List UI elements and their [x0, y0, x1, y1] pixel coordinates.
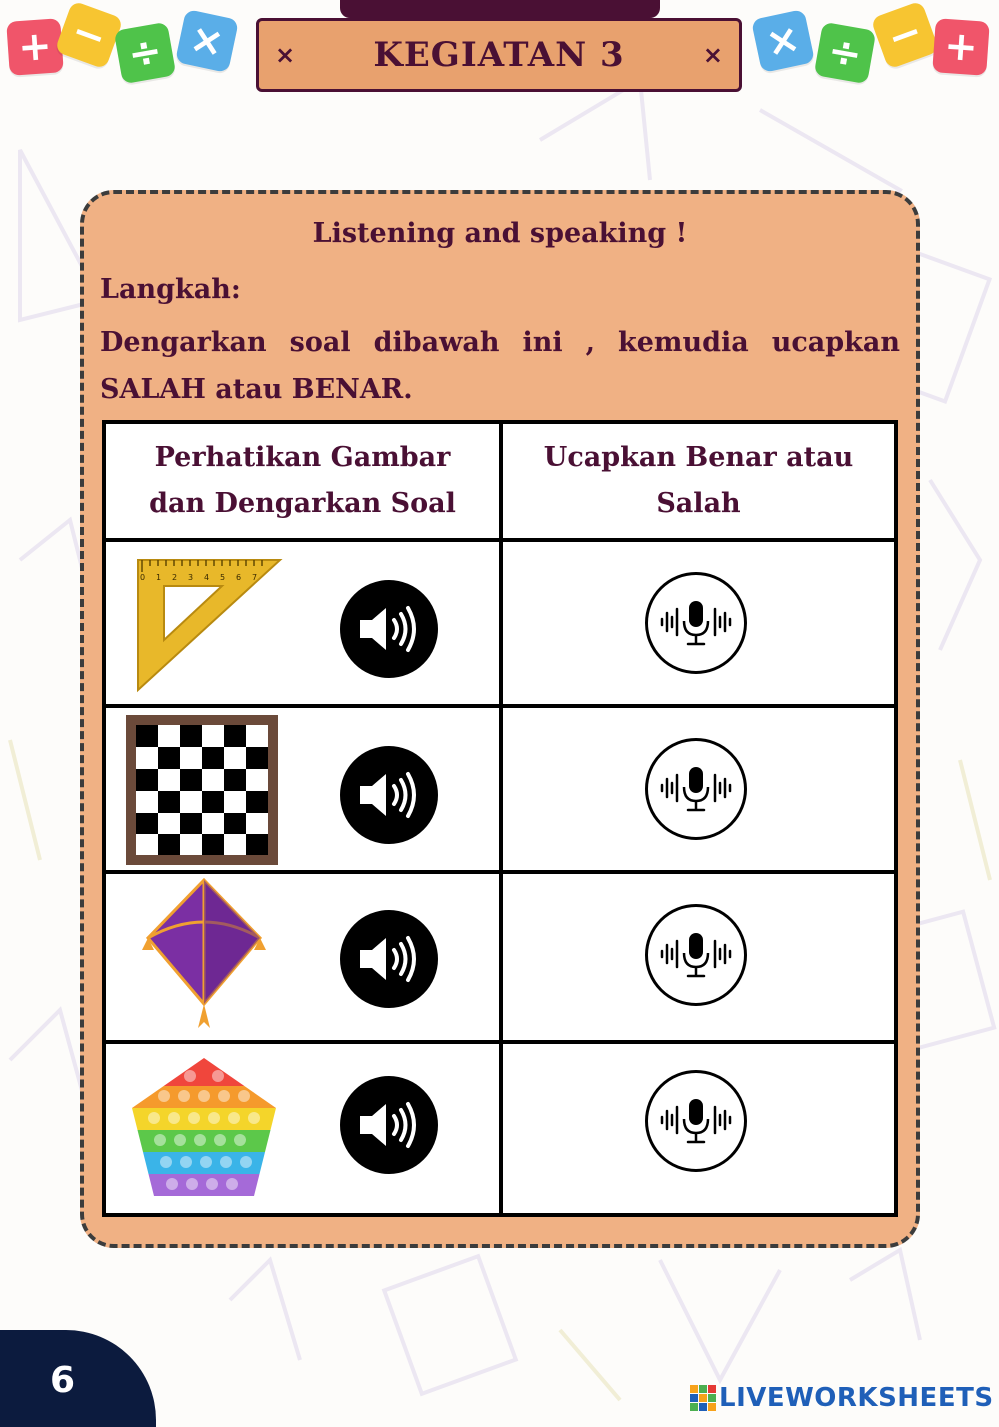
column-header-image-line1: Perhatikan Gambar: [154, 442, 451, 473]
times-icon: ×: [175, 9, 239, 73]
play-audio-button[interactable]: [340, 910, 438, 1008]
speaker-icon: [356, 770, 422, 820]
ruler-tick-label: 5: [220, 573, 226, 582]
ruler-tick-label: 2: [172, 573, 178, 582]
ruler-tick-label: 0: [140, 573, 146, 582]
instruction-text: Dengarkan soal dibawah ini , kemudia ucapkan SALAH atau BENAR.: [100, 327, 900, 405]
column-header-image-line2: dan Dengarkan Soal: [149, 488, 456, 519]
set-square-ruler-icon: [134, 552, 284, 694]
column-header-answer: [503, 424, 894, 538]
page-title: KEGIATAN 3: [373, 35, 625, 75]
speaker-icon: [356, 934, 422, 984]
liveworksheets-logo-icon: [690, 1385, 716, 1411]
ruler-tick-label: 6: [236, 573, 242, 582]
play-audio-button[interactable]: [340, 1076, 438, 1174]
table-row: [106, 874, 894, 1040]
speaker-icon: [356, 604, 422, 654]
ruler-tick-label: 3: [188, 573, 194, 582]
times-icon: ×: [751, 9, 815, 73]
record-answer-button[interactable]: [645, 738, 747, 840]
column-header-answer-line2: Salah: [656, 488, 741, 519]
pentagon-pop-it-icon: [130, 1056, 278, 1198]
record-answer-button[interactable]: [645, 1070, 747, 1172]
page-number: 6: [50, 1360, 76, 1401]
table-row: [106, 1044, 894, 1213]
card-heading: Listening and speaking !: [312, 218, 688, 249]
title-right-mark: ×: [702, 41, 723, 69]
microphone-icon: [656, 1093, 736, 1149]
plus-icon: +: [932, 18, 990, 76]
record-answer-button[interactable]: [645, 904, 747, 1006]
divide-icon: ÷: [814, 22, 877, 85]
checkerboard-icon: [126, 715, 278, 865]
speaker-icon: [356, 1100, 422, 1150]
column-header-image: [106, 424, 499, 538]
brand-logo-link[interactable]: [690, 1383, 994, 1413]
ruler-tick-label: 1: [156, 573, 162, 582]
column-header-answer-line1: Ucapkan Benar atau: [543, 442, 854, 473]
play-audio-button[interactable]: [340, 580, 438, 678]
table-row: [106, 542, 894, 704]
activity-title-box: [256, 18, 742, 92]
minus-icon: −: [54, 0, 123, 69]
header-top-bar: [340, 0, 660, 18]
microphone-icon: [656, 927, 736, 983]
steps-label: Langkah:: [100, 274, 241, 305]
minus-icon: −: [870, 0, 939, 69]
microphone-icon: [656, 761, 736, 817]
divide-icon: ÷: [114, 22, 177, 85]
play-audio-button[interactable]: [340, 746, 438, 844]
table-row: [106, 708, 894, 870]
ruler-tick-label: 4: [204, 573, 210, 582]
record-answer-button[interactable]: [645, 572, 747, 674]
title-left-mark: ×: [275, 41, 296, 69]
kite-icon: [140, 876, 268, 1038]
quiz-table: [102, 420, 898, 1217]
plus-icon: +: [6, 18, 64, 76]
ruler-tick-label: 7: [252, 573, 258, 582]
brand-name: LIVEWORKSHEETS: [719, 1383, 994, 1413]
microphone-icon: [656, 595, 736, 651]
